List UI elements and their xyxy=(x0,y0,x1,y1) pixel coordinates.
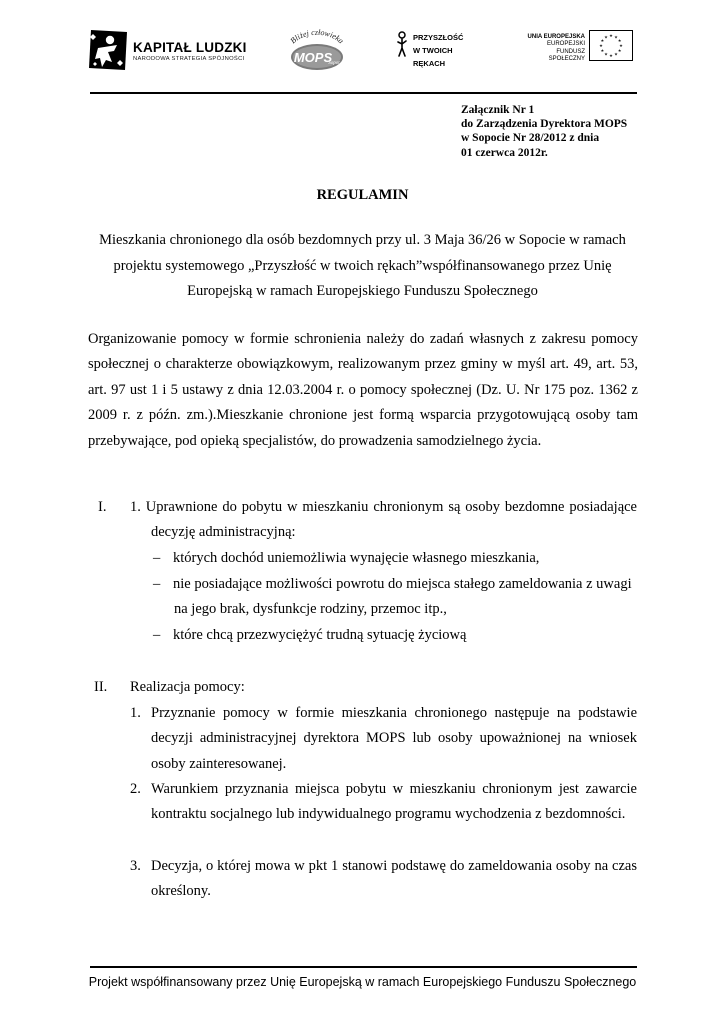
section2-item2-line1: Warunkiem przyznania miejsca pobytu w mieszkaniu chronionym jest zawarcie xyxy=(151,781,637,797)
section1-numeral: I. xyxy=(98,499,107,515)
mops-arc-text xyxy=(289,28,346,46)
bullet-dash-3: – xyxy=(153,627,161,643)
mops-arc-textpath: Bliżej człowieka xyxy=(288,27,346,46)
svg-text:★: ★ xyxy=(619,43,623,48)
mops-logo-graphic xyxy=(284,24,350,74)
eu-line3: FUNDUSZ SPOŁECZNY xyxy=(548,48,585,62)
footer-text: Projekt współfinansowany przez Unię Europejską w ramach Europejskiego Funduszu Społecznego xyxy=(88,975,637,989)
document-title: REGULAMIN xyxy=(316,187,409,203)
svg-text:★: ★ xyxy=(600,38,605,43)
section1-line1: 1. Uprawnione do pobytu w mieszkaniu chronionym są osoby bezdomne posiadające xyxy=(130,499,637,515)
eu-line1: UNIA EUROPEJSKA xyxy=(527,34,585,40)
svg-text:★: ★ xyxy=(614,51,618,57)
bullet-dash-1: – xyxy=(153,550,161,566)
section2-item1-line1: Przyznanie pomocy w formie mieszkania chronionego następuje na podstawie xyxy=(151,705,637,721)
mops-logo xyxy=(284,24,350,74)
footer-divider xyxy=(90,966,637,968)
svg-text:★: ★ xyxy=(609,53,613,58)
section2-heading: Realizacja pomocy: xyxy=(130,679,245,695)
kapital-ludzki-subtitle: NARODOWA STRATEGIA SPÓJNOŚCI xyxy=(133,56,245,62)
mops-suffix: Sopot xyxy=(328,61,340,66)
svg-text:★: ★ xyxy=(617,48,622,53)
eu-flag xyxy=(589,30,633,61)
eu-stars-icon xyxy=(589,30,633,61)
svg-text:★: ★ xyxy=(600,48,605,53)
section1-bullet3: które chcą przezwyciężyć trudną sytuację życiową xyxy=(173,627,467,643)
attachment-line1: Załącznik Nr 1 xyxy=(461,104,535,116)
attachment-note xyxy=(461,103,627,160)
section1-bullet2-line2: na jego brak, dysfunkcje rodziny, przemoc itp., xyxy=(174,601,447,617)
section1-bullet1: których dochód uniemożliwia wynajęcie własnego mieszkania, xyxy=(173,550,540,566)
section2-item1-number: 1. xyxy=(130,705,141,721)
hand-icon xyxy=(395,30,409,58)
eu-logo-text xyxy=(519,34,585,63)
eu-line2: EUROPEJSKI xyxy=(546,41,585,48)
kapital-ludzki-emblem-icon xyxy=(87,26,129,72)
svg-text:★: ★ xyxy=(604,34,608,40)
section2-item1-line2: decyzji administracyjnej dyrektora MOPS lub osoby upoważnionej na wniosek xyxy=(151,730,637,746)
subtitle-line1: Mieszkania chronionego dla osób bezdomnych przy ul. 3 Maja 36/26 w Sopocie w ramach xyxy=(99,232,626,248)
intro-paragraph: Organizowanie pomocy w formie schronienia należy do zadań własnych z zakresu pomocy społecznej o charakterze obowiązkowym, realizowanym przez gminy w myśl art. 49, art. 53, art. 97 ust 1 i 5 ustawy z dnia 12.03.2004 r. o pomocy społecznej (Dz. U. Nr 175 poz. 1362 z 2009 r. z późn. zm.).Mieszkanie chronione jest formą wsparcia przygotowującą osoby tam przebywające, pod opieką specjalistów, do prowadzenia samodzielnego życia. xyxy=(88,331,638,449)
kapital-ludzki-emblem xyxy=(87,26,129,72)
attachment-line2: do Zarządzenia Dyrektora MOPS xyxy=(461,118,628,131)
przyszlosc-line2: W TWOICH xyxy=(413,46,453,55)
attachment-line3: w Sopocie Nr 28/2012 z dnia xyxy=(461,132,600,145)
mops-name: MOPS xyxy=(293,50,333,65)
section1-bullet2-line1: nie posiadające możliwości powrotu do miejsca stałego zameldowania z uwagi xyxy=(173,576,632,592)
section1-line2: decyzję administracyjną: xyxy=(151,524,296,540)
section2-item3-line1: Decyzja, o której mowa w pkt 1 stanowi podstawę do zameldowania osoby na czas xyxy=(151,858,637,874)
section2-item3-number: 3. xyxy=(130,858,141,874)
svg-text:★: ★ xyxy=(614,34,618,40)
subtitle-line2: projektu systemowego „Przyszłość w twoich rękach”współfinansowanego przez Unię xyxy=(113,257,612,274)
section2-item2-line2: kontraktu socjalnego lub indywidualnego programu wychodzenia z bezdomności. xyxy=(151,806,626,822)
svg-text:★: ★ xyxy=(609,33,613,38)
svg-text:★: ★ xyxy=(599,43,603,48)
document-subtitle xyxy=(88,228,637,305)
section2-numeral: II. xyxy=(94,679,108,695)
przyszlosc-line3: RĘKACH xyxy=(413,59,446,68)
przyszlosc-line1: PRZYSZŁOŚĆ xyxy=(413,33,464,42)
section2-item2-number: 2. xyxy=(130,781,141,797)
bullet-dash-2: – xyxy=(153,576,161,592)
subtitle-line3: Europejską w ramach Europejskiego Funduszu Społecznego xyxy=(187,283,538,299)
header-divider xyxy=(90,92,637,94)
attachment-line4: 01 czerwca 2012r. xyxy=(461,146,548,159)
przyszlosc-logo-text xyxy=(413,31,463,70)
section2-item1-line3: osoby zainteresowanej. xyxy=(151,756,287,772)
kapital-ludzki-title: KAPITAŁ LUDZKI xyxy=(133,40,247,55)
section2-item3-line2: określony. xyxy=(151,883,211,899)
svg-text:★: ★ xyxy=(617,38,622,43)
svg-text:★: ★ xyxy=(604,51,608,57)
